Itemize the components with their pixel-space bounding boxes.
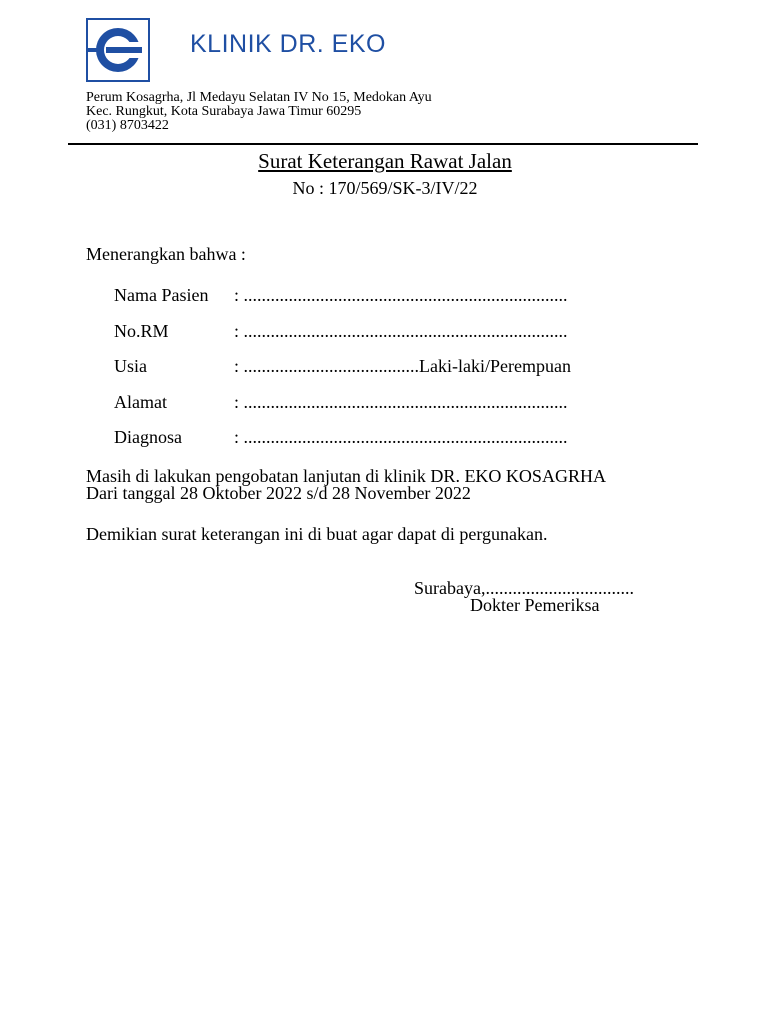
closing-paragraph: Demikian surat keterangan ini di buat agar dapat di pergunakan.	[86, 524, 548, 544]
clinic-name: KLINIK DR. EKO	[190, 30, 386, 58]
field-label: Alamat	[114, 391, 167, 412]
field-value: : ........................................................................	[234, 285, 568, 305]
phone-line: (031) 8703422	[86, 118, 169, 133]
field-label: Nama Pasien	[114, 285, 209, 305]
signature-place-date: Surabaya,.................................	[414, 578, 634, 598]
address-line: Kec. Rungkut, Kota Surabaya Jawa Timur 60295	[86, 104, 362, 119]
clinic-logo-icon	[86, 18, 150, 82]
signature-role: Dokter Pemeriksa	[470, 595, 600, 615]
field-label: No.RM	[114, 320, 169, 341]
logo-graphic	[88, 20, 148, 80]
field-value: : ........................................................................	[234, 320, 568, 341]
treatment-paragraph	[86, 468, 606, 502]
field-value: : ........................................................................	[234, 427, 568, 447]
header-divider	[68, 143, 698, 145]
field-value: : .......................................Laki-laki/Perempuan	[234, 356, 571, 376]
field-value: : ........................................................................	[234, 391, 568, 412]
intro-text: Menerangkan bahwa :	[86, 244, 246, 264]
date-range-line: Dari tanggal 28 Oktober 2022 s/d 28 November 2022	[86, 483, 471, 503]
clinic-address	[86, 91, 432, 133]
field-label: Diagnosa	[114, 427, 182, 447]
signature-block	[414, 580, 634, 614]
address-line: Perum Kosagrha, Jl Medayu Selatan IV No 15, Medokan Ayu	[86, 90, 432, 105]
field-label: Usia	[114, 356, 147, 376]
document-number: No : 170/569/SK-3/IV/22	[292, 178, 478, 198]
treatment-line: Masih di lakukan pengobatan lanjutan di klinik DR. EKO KOSAGRHA	[86, 466, 606, 486]
document-title: Surat Keterangan Rawat Jalan	[258, 149, 512, 173]
